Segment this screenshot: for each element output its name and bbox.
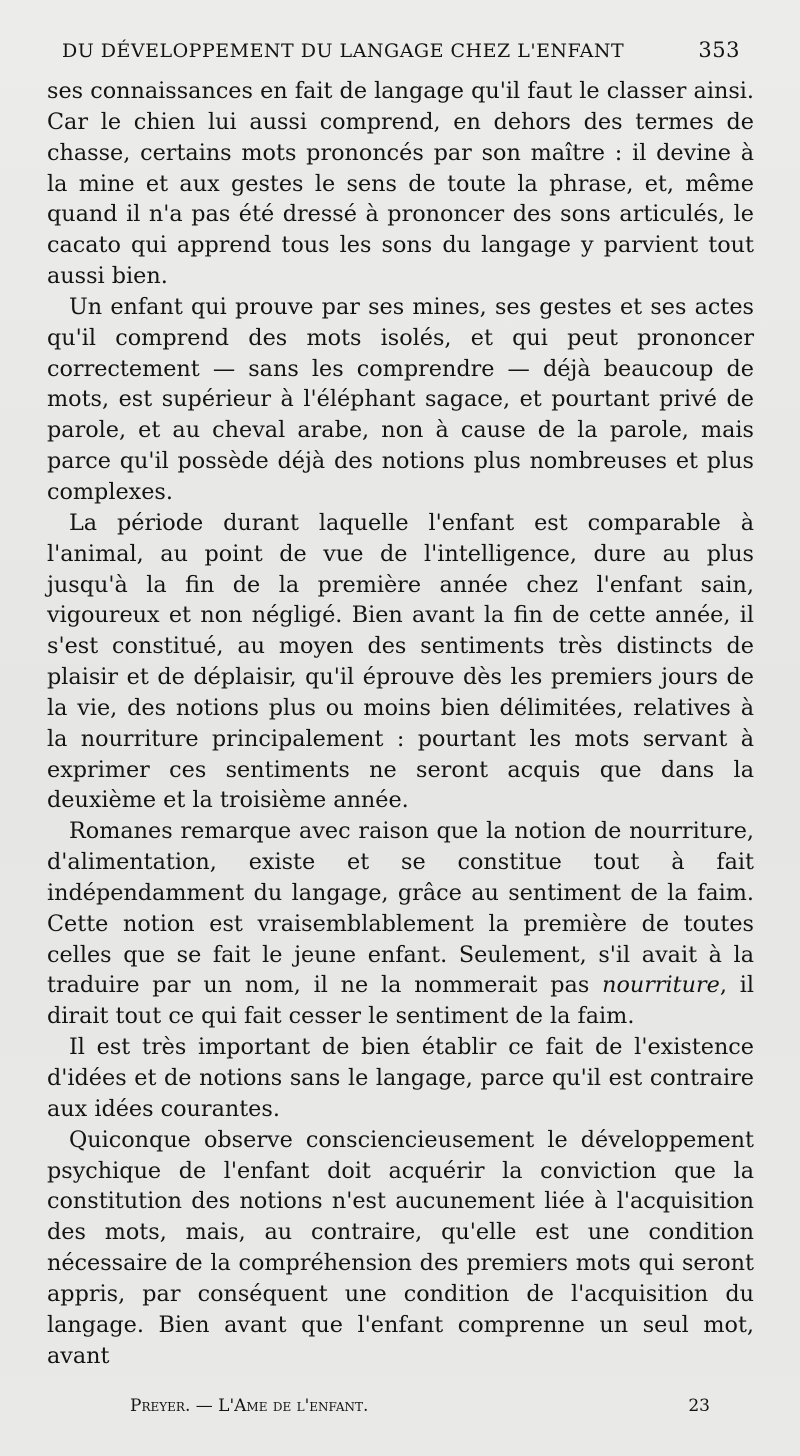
paragraph-6: Quiconque observe consciencieusement le développement psychique de l'enfant doit acquérir la conviction que la constitution des notions n'est aucunement liée à l'acquisition des mots, mais, au contraire, qu'elle est une condition nécessaire de la compréhension des premiers mots qui seront appris, par conséquent une condition de l'acquisition du langage. Bien avant que l'enfant comprenne un seul mot, avant <box>47 1126 754 1369</box>
paragraph-4-text-before: Romanes remarque avec raison que la notion de nourriture, d'alimentation, existe et se constitue tout à fait indépendamment du langage, grâce au sentiment de la faim. Cette notion est vraisemblablement la première de toutes celles que se fait le jeune enfant. Seulement, s'il avait à la traduire par un nom, il ne la nommerait pas <box>47 818 754 999</box>
running-title: DU DÉVELOPPEMENT DU LANGAGE CHEZ L'ENFANT <box>62 40 625 62</box>
paragraph-4-text-after: , il dirait tout ce qui fait cesser le sentiment de la faim. <box>47 972 755 1030</box>
paragraph-5: Il est très important de bien établir ce fait de l'existence d'idées et de notions sans le langage, parce qu'il est contraire aux idées courantes. <box>47 1034 754 1122</box>
paragraph-1: ses connaissances en fait de langage qu'il faut le classer ainsi. Car le chien lui aussi comprend, en dehors des termes de chasse, certains mots prononcés par son maître : il devine à la mine et aux gestes le sens de toute la phrase, et, même quand il n'a pas été dressé à prononcer des sons articulés, le cacato qui apprend tous les sons du langage y parvient tout aussi bien. <box>47 78 754 290</box>
italic-word-nourriture: nourriture <box>602 972 720 999</box>
paragraph-2: Un enfant qui prouve par ses mines, ses gestes et ses actes qu'il comprend des mots isolés, et qui peut prononcer correctement — sans les comprendre — déjà beaucoup de mots, est supérieur à l'éléphant sagace, et pourtant privé de parole, et au cheval arabe, non à cause de la parole, mais parce qu'il possède déjà des notions plus nombreuses et plus complexes. <box>47 293 754 505</box>
body-text <box>47 76 754 1371</box>
running-header <box>62 38 742 68</box>
paragraph-4 <box>47 816 754 1032</box>
paragraph-3: La période durant laquelle l'enfant est comparable à l'animal, au point de vue de l'intelligence, dure au plus jusqu'à la fin de la première année chez l'enfant sain, vigoureux et non négligé. Bien avant la fin de cette année, il s'est constitué, au moyen des sentiments très distincts de plaisir et de déplaisir, qu'il éprouve dès les premiers jours de la vie, des notions plus ou moins bien délimitées, relatives à la nourriture principalement : pourtant les mots servant à exprimer ces sentiments ne seront acquis que dans la deuxième et la troisième année. <box>47 509 754 814</box>
footer-signature: Preyer. — L'Ame de l'enfant. <box>130 1396 369 1416</box>
page-footer <box>130 1396 710 1422</box>
sheet-number: 23 <box>688 1396 710 1416</box>
page-number: 353 <box>698 38 740 62</box>
